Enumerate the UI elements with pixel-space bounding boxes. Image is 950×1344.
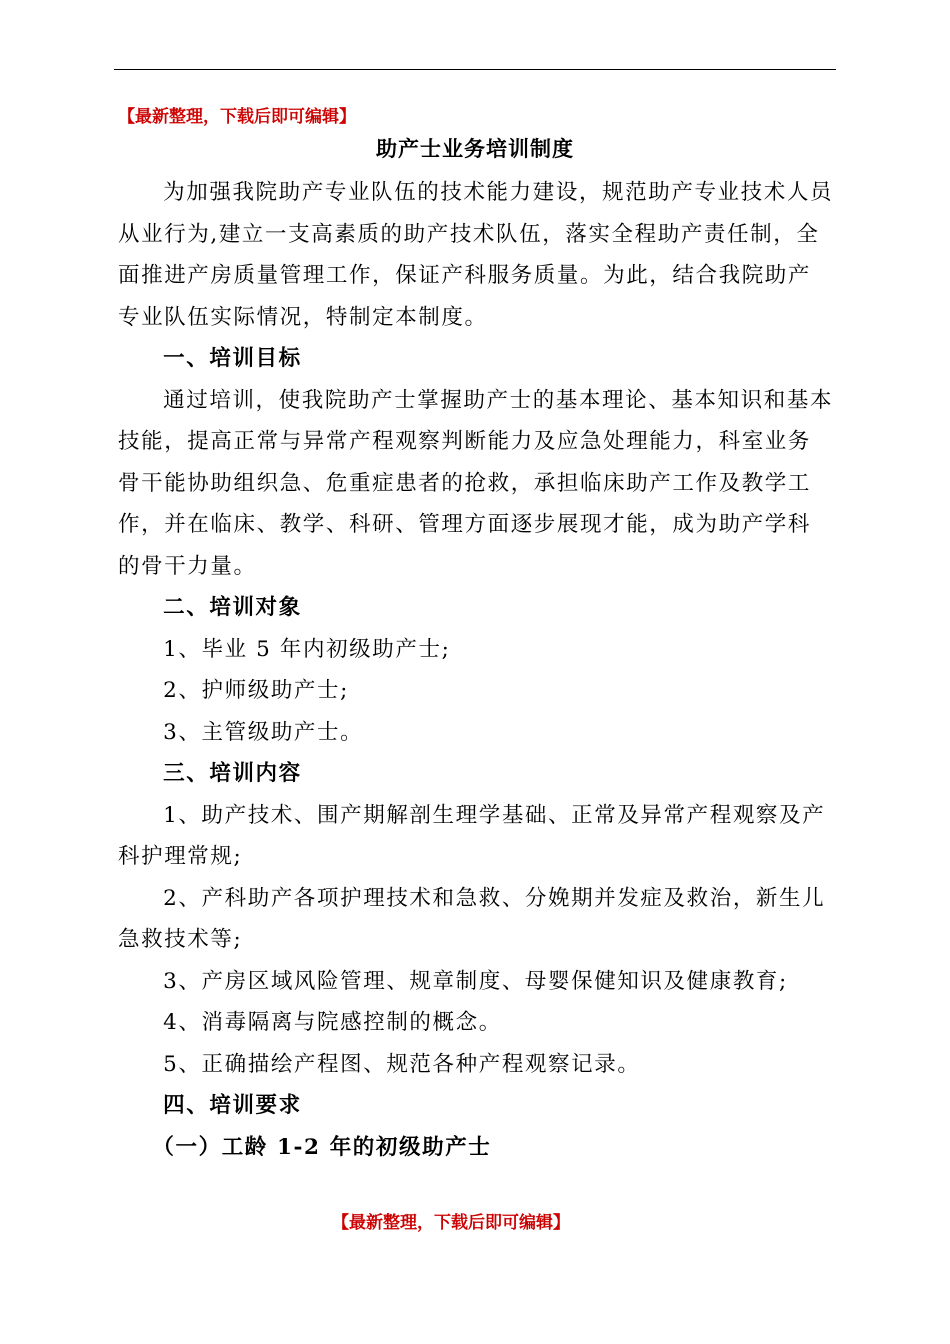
subsection-heading: （一）工龄 1-2 年的初级助产士 <box>152 1134 492 1160</box>
list-item: 3、主管级助产士。 <box>163 719 364 745</box>
goals-paragraph: 通过培训，使我院助产士掌握助产士的基本理论、基本知识和基本技能，提高正常与异常产程观察判断能力及应急处理能力，科室业务骨干能协助组织急、危重症患者的抢救，承担临床助产工作及教学工作，并在临床、教学、科研、管理方面逐步展现才能，成为助产学科的骨干力量。 <box>118 387 834 579</box>
section-heading-goals: 一、培训目标 <box>163 346 302 371</box>
list-item: 1、助产技术、围产期解剖生理学基础、正常及异常产程观察及产科护理常规; <box>118 802 826 869</box>
document-body <box>118 172 834 1168</box>
list-item: 4、消毒隔离与院感控制的概念。 <box>163 1010 502 1035</box>
intro-paragraph: 为加强我院助产专业队伍的技术能力建设，规范助产专业技术人员从业行为,建立一支高素质的助产技术队伍，落实全程助产责任制，全面推进产房质量管理工作，保证产科服务质量。为此，结合我院助产专业队伍实际情况，特制定本制度。 <box>118 180 834 330</box>
list-item: 5、正确描绘产程图、规范各种产程观察记录。 <box>163 1051 641 1077</box>
section-heading-targets: 二、培训对象 <box>163 595 302 620</box>
header-rule <box>114 69 836 70</box>
list-item: 2、护师级助产士; <box>163 678 349 703</box>
list-item: 2、产科助产各项护理技术和急救、分娩期并发症及救治，新生儿急救技术等; <box>118 885 826 952</box>
edit-banner-bottom: 【最新整理，下载后即可编辑】 <box>332 1213 570 1233</box>
document-title: 助产士业务培训制度 <box>376 136 574 161</box>
edit-banner-top: 【最新整理，下载后即可编辑】 <box>118 107 356 127</box>
section-heading-requirements: 四、培训要求 <box>163 1093 302 1118</box>
list-item: 3、产房区域风险管理、规章制度、母婴保健知识及健康教育; <box>163 968 788 994</box>
section-heading-content: 三、培训内容 <box>163 761 302 786</box>
list-item: 1、毕业 5 年内初级助产士; <box>163 636 451 662</box>
